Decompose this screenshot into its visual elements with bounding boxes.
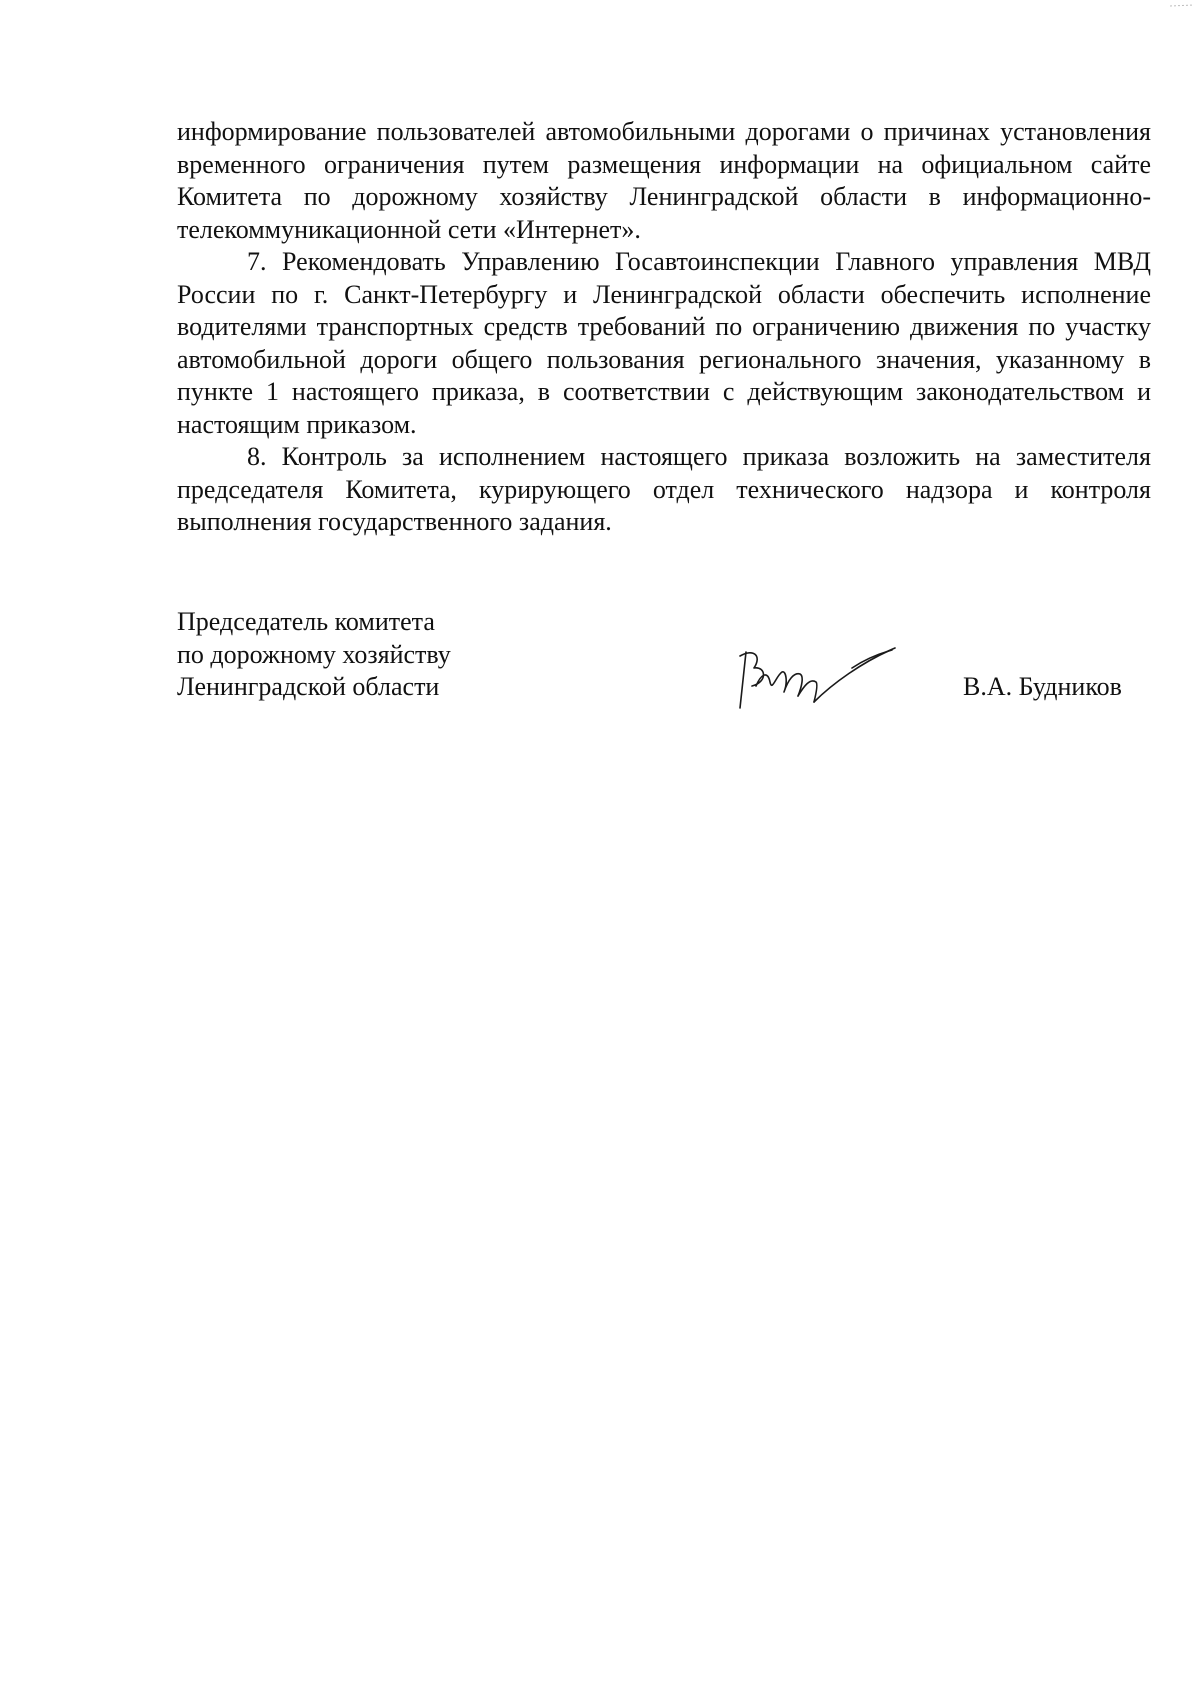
document-body xyxy=(177,116,1151,539)
paragraph-item-8: 8. Контроль за исполнением настоящего приказа возложить на заместителя председателя Комитета, курирующего отдел технического надзора и контроля выполнения государственного задания. xyxy=(177,442,1151,536)
signature-block xyxy=(177,606,1151,726)
signer-position-line: Ленинградской области xyxy=(177,672,440,701)
signer-name: В.А. Будников xyxy=(963,672,1122,701)
paragraph-informing: информирование пользователей автомобильными дорогами о причинах установления временного ограничения путем размещения информации на официальном сайте Комитета по дорожному хозяйству Ленинградской области в информационно-телекоммуникационной сети «Интернет». xyxy=(177,117,1151,244)
signer-position-line: Председатель комитета xyxy=(177,607,435,636)
signer-position-line: по дорожному хозяйству xyxy=(177,639,451,669)
paragraph-item-7: 7. Рекомендовать Управлению Госавтоинспекции Главного управления МВД России по г. Санкт-Петербургу и Ленинградской области обеспечить исполнение водителями транспортных средств требований по ограничению движения по участку автомобильной дороги общего пользования регионального значения, указанному в пункте 1 настоящего приказа, в соответствии с действующим законодательством и настоящим приказом. xyxy=(177,247,1151,439)
scan-artifact xyxy=(1170,4,1194,8)
handwritten-signature-icon xyxy=(732,642,897,714)
signer-position xyxy=(177,606,451,704)
